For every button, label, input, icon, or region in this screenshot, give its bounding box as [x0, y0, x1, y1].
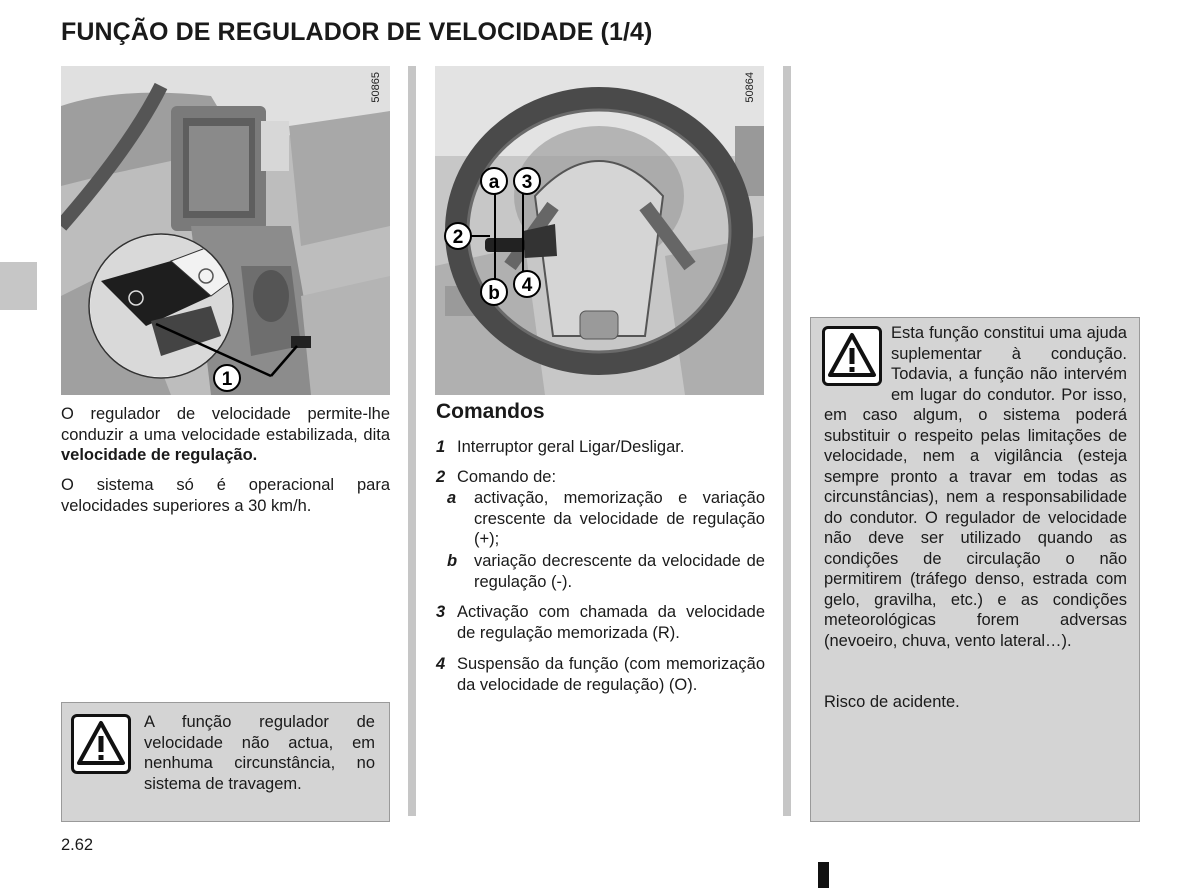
page-marker [818, 862, 829, 888]
item-text: Interruptor geral Ligar/Desligar. [457, 438, 685, 456]
item-number: 4 [436, 655, 446, 673]
warning-text-block [824, 323, 1127, 651]
item-number: 3 [436, 603, 446, 621]
section-tab [0, 262, 37, 310]
intro-text: O regulador de velocidade permite-lhe conduzir a uma velocidade estabilizada, dita [61, 405, 390, 444]
callout-4: 4 [521, 275, 533, 296]
item-letter: b [447, 552, 458, 570]
list-item [436, 654, 765, 695]
figure-code: 50864 [744, 72, 756, 103]
item-text: activação, memorização e variação crescente da velocidade de regulação (+); [474, 489, 765, 548]
page-title: FUNÇÃO DE REGULADOR DE VELOCIDADE (1/4) [61, 18, 653, 46]
intro-paragraph [61, 404, 390, 466]
item-text: variação decrescente da velocidade de regulação (-). [474, 552, 765, 591]
list-item [436, 602, 765, 643]
intro-bold-term: velocidade de regulação. [61, 446, 258, 464]
item-number: 2 [436, 468, 446, 486]
sub-list-item [447, 551, 765, 592]
item-number: 1 [436, 438, 446, 456]
speed-condition-paragraph: O sistema só é operacional para velocidades superiores a 30 km/h. [61, 476, 390, 515]
section-heading: Comandos [436, 400, 545, 423]
warning-box-driver-responsibility [810, 317, 1140, 822]
console-illustration [61, 66, 390, 395]
page-number: 2.62 [61, 836, 94, 854]
warning-text: Esta função constitui uma ajuda suplementar à condução. Todavia, a função não intervém em lugar do condutor. Por isso, em caso algum, o sistema poderá substituir o respeito pelas limitações de velocidade, nem a vigilância (esteja sempre pronto a travar em todas as circunstâncias), nem a responsabilidade do condutor. O regulador de velocidade não deve ser utilizado quando as condições de circulação o não permitirem (tráfego denso, estrada com gelo, gravilha, etc.) e as condições meteorológicas forem adversas (nevoeiro, chuva, vento lateral…). [824, 324, 1127, 650]
list-item [436, 467, 765, 488]
item-text: Activação com chamada da velocidade de regulação memorizada (R). [457, 603, 765, 642]
item-letter: a [447, 489, 457, 507]
figure-code: 50865 [370, 72, 382, 103]
warning-text: A função regulador de velocidade não actua, em nenhuma circunstância, no sistema de travagem. [144, 713, 375, 793]
callout-2: 2 [452, 227, 464, 248]
warning-risk: Risco de acidente. [824, 693, 960, 711]
warning-triangle-icon [71, 714, 131, 774]
column-divider-right [783, 66, 791, 816]
column-divider-left [408, 66, 416, 816]
callout-b: b [488, 283, 500, 304]
callout-3: 3 [521, 172, 533, 193]
callout-a: a [488, 172, 500, 193]
warning-box-braking [61, 702, 390, 822]
item-text: Suspensão da função (com memorização da velocidade de regulação) (O). [457, 655, 765, 694]
steering-wheel-illustration [435, 66, 764, 395]
callout-1: 1 [221, 369, 233, 390]
list-item [436, 437, 765, 458]
icon-spacer [824, 323, 891, 403]
figure-center-console [61, 66, 390, 395]
figure-steering-wheel [435, 66, 764, 395]
item-text: Comando de: [457, 468, 557, 486]
sub-list-item [447, 488, 765, 550]
